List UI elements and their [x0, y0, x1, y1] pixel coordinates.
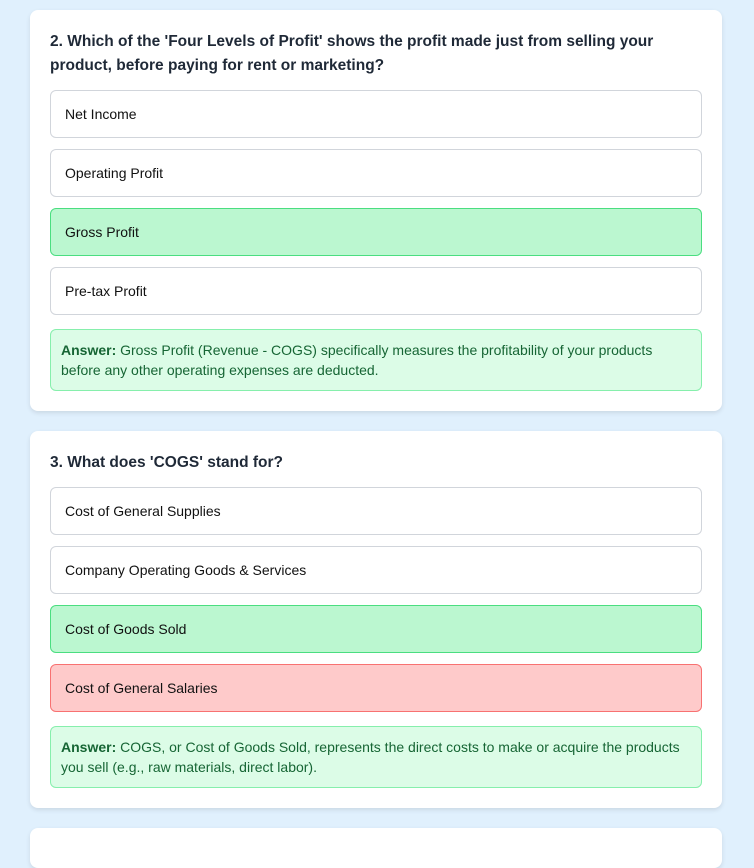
- answer-label: Answer:: [61, 342, 117, 358]
- answer-text: COGS, or Cost of Goods Sold, represents the direct costs to make or acquire the products you sell (e.g., raw materials, direct labor).: [61, 739, 680, 775]
- option-cost-of-general-supplies[interactable]: [50, 487, 702, 535]
- option-label: Cost of General Salaries: [65, 680, 218, 696]
- answer-explanation: [50, 726, 702, 788]
- option-operating-profit[interactable]: [50, 149, 702, 197]
- option-cost-of-goods-sold-correct[interactable]: [50, 605, 702, 653]
- answer-label: Answer:: [61, 739, 117, 755]
- option-label: Cost of Goods Sold: [65, 621, 187, 637]
- question-text: 2. Which of the 'Four Levels of Profit' shows the profit made just from selling your product, before paying for rent or marketing?: [50, 33, 654, 74]
- question-text: 3. What does 'COGS' stand for?: [50, 454, 283, 471]
- answer-explanation: [50, 329, 702, 391]
- option-company-operating-goods[interactable]: [50, 546, 702, 594]
- option-cost-of-general-salaries-wrong[interactable]: [50, 664, 702, 712]
- answer-text: Gross Profit (Revenue - COGS) specifically measures the profitability of your products before any other operating expenses are deducted.: [61, 342, 653, 378]
- option-label: Pre-tax Profit: [65, 283, 147, 299]
- next-question-card: [30, 828, 722, 868]
- option-label: Operating Profit: [65, 165, 164, 181]
- option-label: Cost of General Supplies: [65, 503, 221, 519]
- option-gross-profit-correct[interactable]: [50, 208, 702, 256]
- option-label: Net Income: [65, 106, 137, 122]
- option-pre-tax-profit[interactable]: [50, 267, 702, 315]
- question-card: [30, 431, 722, 808]
- question-card: [30, 10, 722, 411]
- option-label: Gross Profit: [65, 224, 139, 240]
- option-label: Company Operating Goods & Services: [65, 562, 307, 578]
- option-net-income[interactable]: [50, 90, 702, 138]
